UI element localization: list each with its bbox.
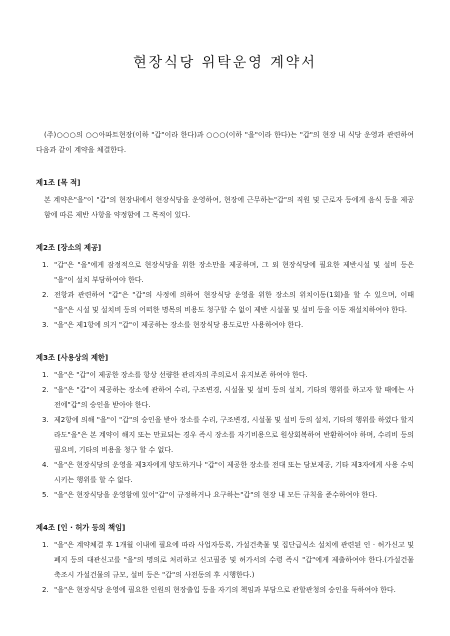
clause-list: [36, 538, 414, 598]
clause-number: 4.: [42, 461, 49, 469]
clause-item: [36, 583, 414, 598]
clause-item: [36, 318, 414, 333]
clause-number: 2.: [42, 386, 49, 394]
clause-text: "갑"은 "을"에게 잠정적으로 현장식당을 위한 장소만을 제공하며, 그 외 현장식당에 필요한 제반시설 및 설비 등은 "을"이 설치 부담하여야 한다.: [54, 261, 414, 284]
clause-text: 제2항에 의해 "을"이 "갑"의 승인을 받아 장소를 수리, 구조변경, 시설물 및 설비 등의 설치, 기타의 행위를 하였다 할지라도"을"은 본 계약이 해지 또는 만료되는 경우 즉시 장소를 자기비용으로 원상회복하여 반환하여야 하며, 수리비 등의 필요비, 기타의 비용을 청구 할 수 없다.: [54, 416, 414, 454]
clause-number: 1.: [42, 541, 49, 549]
article-3: [36, 351, 414, 503]
clause-text: "을"은 "갑"이 제공한 장소를 항상 선량한 관리자의 주의로서 유지보존 하여야 한다.: [54, 371, 308, 379]
clause-text: "을"은 현장식당의 운영을 제3자에게 양도하거나 "갑"이 제공한 장소를 전대 또는 담보제공, 기타 제3자에게 사용 수익시키는 행위를 할 수 없다.: [54, 461, 414, 484]
clause-item: [36, 488, 414, 503]
clause-text: "을"은 계약체결 후 1개월 이내에 필요에 따라 사업자등록, 가설건축물 및 집단급식소 설치에 관련된 인 · 허가신고 및 폐지 등의 대관신고를 "을"의 명의로 처리하고 신고필증 및 허가서의 수령 즉시 "갑"에게 제출하여야 한다.(가설건물 축조시 가설건물의 규모, 설비 등은 "갑"의 사전동의 후 시행한다.): [54, 541, 414, 579]
clause-text: "을"은 제1항에 의거 "갑"이 제공하는 장소를 현장식당 용도로만 사용하여야 한다.: [54, 321, 304, 329]
clause-number: 2.: [42, 291, 49, 299]
document-title: 현장식당 위탁운영 계약서: [133, 55, 317, 71]
clause-list: [36, 368, 414, 503]
clause-item: [36, 413, 414, 458]
article-title: 제3조 [사용상의 제한]: [36, 353, 109, 362]
clause-list: [36, 258, 414, 333]
clause-text: "을"은 현장식당을 운영함에 있어"갑"이 규정하거나 요구하는"갑"의 현장 내 모든 규칙을 준수하여야 한다.: [54, 491, 378, 499]
clause-number: 1.: [42, 261, 49, 269]
clause-item: [36, 538, 414, 583]
clause-item: [36, 288, 414, 318]
clause-text: 전항과 관련하여 "갑"은 "갑"의 사정에 의하여 현장식당 운영을 위한 장소의 위치이동(1회)을 할 수 있으며, 이때 "을"은 시설 및 설치비 등의 어떠한 명목의 비용도 청구할 수 없이 제반 시설물 및 설비 등을 이동 재설치하여야 한다.: [54, 291, 414, 314]
article-title: 제4조 [인 · 허가 등의 책임]: [36, 523, 126, 532]
article-body: 본 계약은"을"이 "갑"의 현장내에서 현장식당을 운영하여, 현장에 근무하는"갑"의 직원 및 근로자 등에게 음식 등을 제공함에 따른 제반 사항을 약정함에 그 목적이 있다.: [44, 196, 414, 219]
clause-item: [36, 258, 414, 288]
intro-paragraph: (주)○○○의 ○○아파트현장(이하 "갑"이라 한다)과 ○○○(이하 "을"이라 한다)는 "갑"의 현장 내 식당 운영과 관련하여 다음과 같이 계약을 체결한다.: [36, 131, 414, 154]
article-2: [36, 241, 414, 333]
article-title: 제2조 [장소의 제공]: [36, 243, 102, 252]
clause-number: 2.: [42, 586, 49, 594]
clause-number: 5.: [42, 491, 49, 499]
clause-number: 3.: [42, 416, 49, 424]
clause-text: "을"은 현장식당 운영에 필요한 인원의 현장출입 등을 자기의 책임과 부담으로 관할관청의 승인을 득하여야 한다.: [54, 586, 396, 594]
article-1: [36, 176, 414, 223]
article-4: [36, 521, 414, 598]
clause-item: [36, 458, 414, 488]
clause-item: [36, 368, 414, 383]
clause-number: 1.: [42, 371, 49, 379]
clause-number: 3.: [42, 321, 49, 329]
clause-item: [36, 383, 414, 413]
clause-text: "을"은 "갑"이 제공하는 장소에 관하여 수리, 구조변경, 시설물 및 설비 등의 설치, 기타의 행위를 하고자 할 때에는 사전에"갑"의 승인을 받아야 한다.: [54, 386, 414, 409]
article-title: 제1조 [목 적]: [36, 178, 81, 187]
